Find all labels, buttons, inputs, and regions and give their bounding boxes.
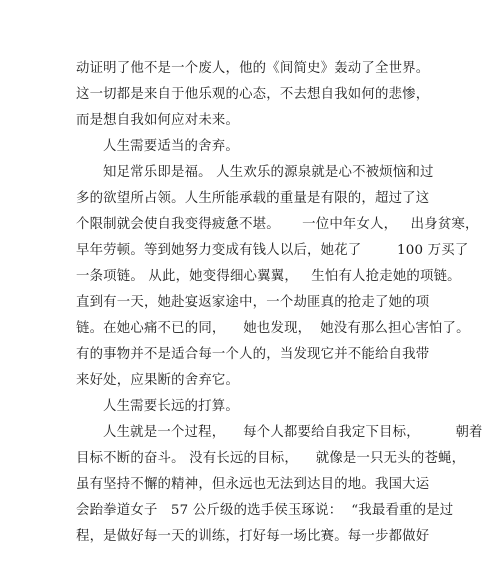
text-line: 而是想自我如何应对未来。 bbox=[76, 113, 240, 128]
text-line: 这一切都是来自于他乐观的心态，不去想自我如何的悲惨， bbox=[76, 87, 430, 102]
text-line: 直到有一天，她赴宴返家途中，一个劫匪真的抢走了她的项 bbox=[76, 295, 430, 310]
section-heading: 人生需要适当的舍弃。 bbox=[103, 139, 239, 154]
text-line: 一条项链。 从此，她变得细心翼翼， 生怕有人抢走她的项链。 bbox=[76, 269, 461, 284]
text-line: 程，是做好每一天的训练，打好每一场比赛。每一步都做好 bbox=[76, 529, 430, 544]
text-line: 早年劳顿。等到她努力变成有钱人以后，她花了 100 万买了 bbox=[76, 243, 469, 258]
text-line: 虽有坚持不懈的精神，但永远也无法到达目的地。我国大运 bbox=[76, 477, 430, 492]
text-line: 动证明了他不是一个废人，他的《间简史》轰动了全世界。 bbox=[76, 61, 430, 76]
text-line: 知足常乐即是福。 人生欢乐的源泉就是心不被烦恼和过 bbox=[103, 165, 434, 180]
text-line: 链。在她心痛不已的同， 她也发现， 她没有那么担心害怕了。 bbox=[76, 321, 470, 336]
text-line: 会跆拳道女子 57 公斤级的选手侯玉琢说： “我最看重的是过 bbox=[76, 503, 454, 518]
text-line: 有的事物并不是适合每一个人的，当发现它并不能给自我带 bbox=[76, 347, 430, 362]
text-line: 来好处，应果断的舍弃它。 bbox=[76, 373, 240, 388]
text-line: 多的欲望所占领。人生所能承载的重量是有限的，超过了这 bbox=[76, 191, 430, 206]
text-line: 目标不断的奋斗。 没有长远的目标， 就像是一只无头的苍蝇， bbox=[76, 451, 466, 466]
section-heading: 人生需要长远的打算。 bbox=[103, 399, 239, 414]
text-line: 个限制就会使自我变得疲惫不堪。 一位中年女人， 出身贫寒， bbox=[76, 217, 479, 232]
text-line: 人生就是一个过程， 每个人都要给自我定下目标， 朝着 bbox=[103, 425, 483, 440]
